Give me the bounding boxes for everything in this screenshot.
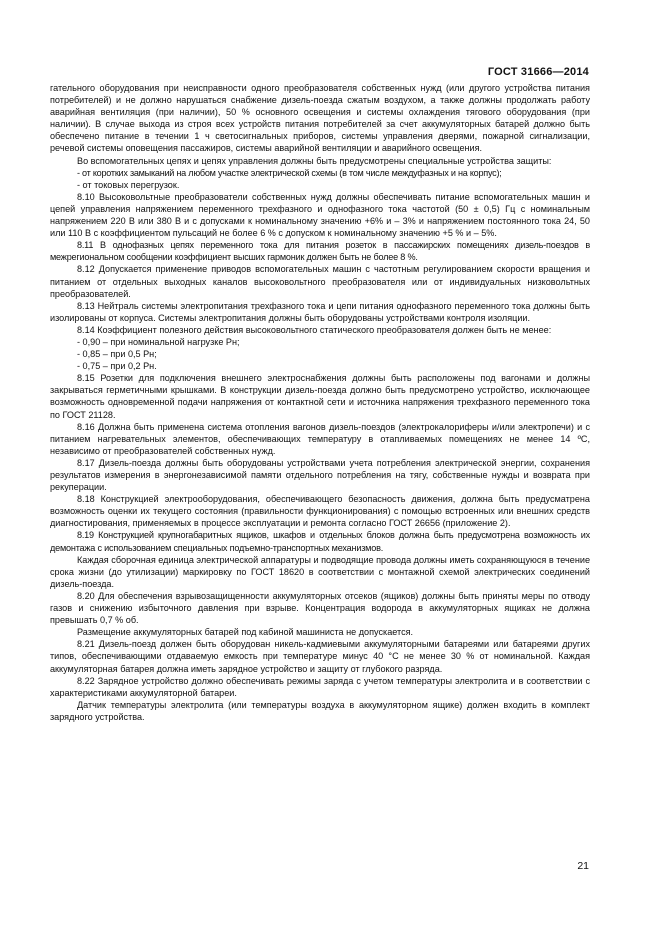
paragraph: Датчик температуры электролита (или температуры воздуха в аккумуляторном ящике) должен входить в комплект зарядного устройства.: [50, 699, 590, 722]
list-item: - от коротких замыканий на любом участке электрической схемы (в том числе междуфазных и на корпус);: [77, 167, 502, 178]
paragraph: 8.17 Дизель-поезда должны быть оборудованы устройствами учета потребления электрической энергии, сохранения результатов измерения в энергонезависимой памяти отдельного потребления на тягу, собственные нужды и возврата при рекуперации.: [50, 457, 590, 493]
paragraph: 8.10 Высоковольтные преобразователи собственных нужд должны обеспечивать питание вспомогательных машин и цепей управления напряжением переменного трехфазного и однофазного тока частотой (50 ± 0,5) Гц с номинальным напряжением 220 В или 380 В и с допусками к номинальному значению +6% и – 3% и напряжением постоянного тока 24, 50 или 110 В с коэффициентом пульсаций не более 6 % с допуском к номинальному значению +5 % и – 5%.: [50, 191, 590, 239]
paragraph: 8.16 Должна быть применена система отопления вагонов дизель-поездов (электрокалориферы и/или электропечи) и с питанием нагревательных элементов, обеспечивающих температуру в отапливаемых помещениях не менее 14 ºС, независимо от преобразователей собственных нужд.: [50, 421, 590, 456]
list-item: - 0,75 – при 0,2 Рн.: [77, 361, 157, 372]
paragraph: 8.19 Конструкцией крупногабаритных ящиков, шкафов и отдельных блоков должна быть предусмотрена возможность их демонтажа с использованием специальных подъемно-транспортных механизмов.: [50, 530, 590, 553]
document-body: [50, 82, 590, 723]
paragraph: 8.12 Допускается применение приводов вспомогательных машин с частотным регулированием скорости вращения и питанием от отдельных выходных каналов высоковольтного преобразователя или от индивидуальных низковольтных преобразователей.: [50, 264, 590, 299]
paragraph: 8.20 Для обеспечения взрывозащищенности аккумуляторных отсеков (ящиков) должны быть приняты меры по отводу газов и снижению избыточного давления при взрыве. Концентрация водорода в аккумуляторных ящиках не должна превышать 0,7 % об.: [50, 590, 590, 626]
document-header: ГОСТ 31666—2014: [487, 66, 589, 78]
list-item: - от токовых перегрузок.: [77, 179, 180, 190]
paragraph: гательного оборудования при неисправности одного преобразователя собственных нужд (или другого устройства питания потребителей) и не должно нарушаться снабжение дизель-поезда сжатым воздухом, а также должны продолжать работу аварийная вентиляция (при наличии), 50 % основного освещения и системы охлаждения тягового оборудования (при наличии). В случае выхода из строя всех устройств питания потребителей за счет аккумуляторных батарей должно быть обеспечено питание в течении 1 ч светосигнальных приборов, системы управления дверями, пожарной сигнализации, речевой системы оповещения пассажиров, системы аварийной вентиляции и аварийного освещения.: [50, 83, 590, 154]
paragraph: Во вспомогательных цепях и цепях управления должны быть предусмотрены специальные устройства защиты:: [77, 155, 552, 166]
paragraph: Размещение аккумуляторных батарей под кабиной машиниста не допускается.: [77, 627, 414, 638]
page-number: 21: [577, 860, 589, 872]
paragraph: 8.21 Дизель-поезд должен быть оборудован никель-кадмиевыми аккумуляторными батареями или батареями других типов, обеспечивающими отдаваемую емкость при температуре минус 40 °С не менее 30 % от номинальной. Каждая аккумуляторная батарея должна иметь зарядное устройство и защиту от глубокого разряда.: [50, 639, 590, 674]
list-item: - 0,90 – при номинальной нагрузке Рн;: [77, 336, 240, 347]
paragraph: 8.22 Зарядное устройство должно обеспечивать режимы заряда с учетом температуры электролита и в соответствии с характеристиками аккумуляторной батареи.: [50, 675, 590, 698]
paragraph: 8.14 Коэффициент полезного действия высоковольтного статического преобразователя должен быть не менее:: [77, 324, 552, 335]
paragraph: 8.13 Нейтраль системы электропитания трехфазного тока и цепи питания однофазного переменного тока должны быть изолированы от корпуса. Системы электропитания должны быть оборудованы устройствами контроля изоляции.: [50, 300, 590, 323]
paragraph: 8.18 Конструкцией электрооборудования, обеспечивающего безопасность движения, должна быть предусматрена возможность оценки их текущего состояния (правильности функционирования) с помощью встроенных или внешних средств диагностирования, применяемых в процессе эксплуатации и ремонта согласно ГОСТ 26656 (приложение 2).: [50, 494, 590, 529]
paragraph: Каждая сборочная единица электрической аппаратуры и подводящие провода должны иметь сохраняющуюся в течение срока жизни (до утилизации) маркировку по ГОСТ 18620 в соответствии с монтажной схемой электрических соединений дизель-поезда.: [50, 554, 590, 589]
paragraph: 8.11 В однофазных цепях переменного тока для питания розеток в пассажирских помещениях дизель-поездов в межрегиональном сообщении коэффициент высших гармоник должен быть не более 8 %.: [50, 240, 590, 263]
paragraph: 8.15 Розетки для подключения внешнего электроснабжения должны быть расположены под вагонами и должны закрываться герметичными крышками. В конструкции дизель-поезда должно быть предусмотрено устройство, исключающее возможность одновременной подачи напряжения от контактной сети и источника напряжения трехфазного переменного тока по ГОСТ 21128.: [50, 373, 590, 420]
list-item: - 0,85 – при 0,5 Рн;: [77, 349, 157, 360]
